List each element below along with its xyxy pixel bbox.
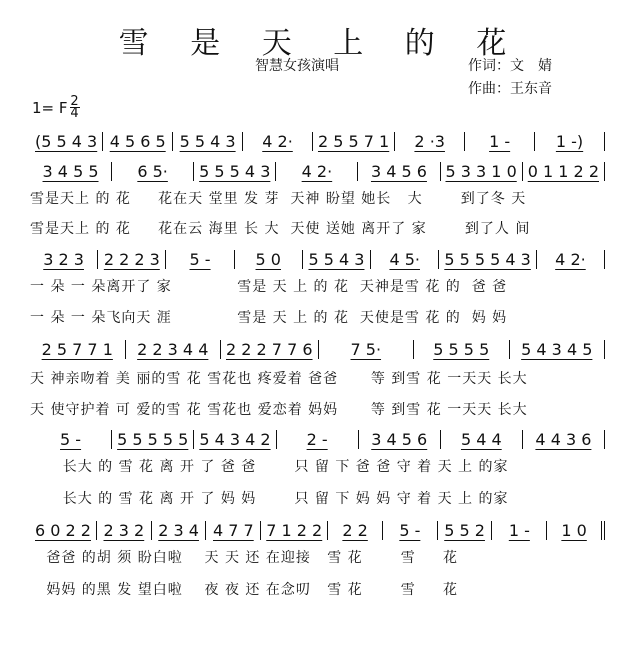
performer-credit: 智慧女孩演唱	[255, 58, 339, 74]
measure-notes: 5 4 4	[460, 430, 502, 449]
measure	[152, 521, 207, 540]
measure	[441, 430, 523, 449]
measure-notes: 3 4 5 6	[371, 430, 428, 449]
measure	[492, 521, 547, 540]
measure-notes: 4 5 6 5	[109, 132, 166, 151]
measure	[221, 340, 319, 359]
measure-notes: 5 5 4 3	[308, 250, 365, 269]
key-signature	[32, 96, 80, 119]
key-label: 1= F	[32, 98, 68, 117]
lyric-line-verse-2: 长大 的 雪 花 离 开 了 妈 妈 只 留 下 妈 妈 守 着 天 上 的家	[30, 491, 509, 507]
measure	[166, 250, 234, 269]
staff-row-notes	[30, 132, 605, 151]
lyric-line-verse-1: 天 神亲吻着 美 丽的雪 花 雪花也 疼爱着 爸爸 等 到雪 花 一天天 长大	[30, 371, 528, 387]
measure-notes: 6 0 2 2	[35, 521, 91, 540]
measure-notes: 6 5·	[137, 162, 168, 181]
lyric-line-verse-1: 一 朵 一 朵离开了 家 雪是 天 上 的 花 天神是雪 花 的 爸 爸	[30, 279, 508, 295]
measure	[112, 430, 194, 449]
measure-notes: 1 0	[561, 521, 587, 540]
measure-notes: 4 7 7	[213, 521, 254, 540]
measure	[371, 250, 439, 269]
measure	[276, 162, 358, 181]
measure-notes: 2 5 5 7 1	[317, 132, 390, 151]
measure-notes: 2 3 4	[158, 521, 199, 540]
measure	[126, 340, 222, 359]
measure-notes: 3 4 5 5	[42, 162, 99, 181]
staff-row-notes	[30, 340, 605, 359]
measure	[395, 132, 465, 151]
lyric-line-verse-2: 一 朵 一 朵飞向天 涯 雪是 天 上 的 花 天使是雪 花 的 妈 妈	[30, 310, 508, 326]
measure-notes: 7 1 2 2	[266, 521, 323, 540]
measure-notes: 3 4 5 6	[370, 162, 427, 181]
measure-notes: 4 2·	[262, 132, 293, 151]
measure	[441, 162, 523, 181]
measure	[523, 430, 605, 449]
measure	[30, 162, 112, 181]
measure	[535, 132, 605, 151]
measure-notes: 5 -	[60, 430, 82, 449]
measure-notes: 2 2	[342, 521, 368, 540]
measure	[465, 132, 535, 151]
measure-notes: 5 3 3 1 0	[445, 162, 517, 181]
lyric-line-verse-2: 雪是天上 的 花 花在云 海里 长 大 天使 送她 离开了 家 到了人 间	[30, 221, 531, 237]
measure-notes: 5 4 3 4 2	[199, 430, 271, 449]
measure-notes: 5 0	[255, 250, 281, 269]
song-title: 雪 是 天 上 的 花	[118, 26, 523, 61]
measure-notes: (5 5 4 3	[35, 132, 98, 151]
measure-notes: 1 -	[489, 132, 511, 151]
measure	[235, 250, 303, 269]
measure	[383, 521, 438, 540]
measure-notes: 5 5 5 5 4 3	[444, 250, 531, 269]
measure-notes: 2 2 2 3	[103, 250, 160, 269]
time-signature	[70, 96, 80, 119]
measure-notes: 7 5·	[350, 340, 382, 359]
measure-notes: 5 5 5 5 5	[117, 430, 189, 449]
lyric-line-verse-1: 雪是天上 的 花 花在天 堂里 发 芽 天神 盼望 她长 大 到了冬 天	[30, 191, 527, 207]
measure	[358, 162, 440, 181]
measure	[206, 521, 261, 540]
measure	[30, 132, 103, 151]
measure-notes: 1 -	[508, 521, 530, 540]
staff-row-notes	[30, 430, 605, 449]
measure	[173, 132, 243, 151]
measure	[319, 340, 415, 359]
measure	[30, 521, 97, 540]
staff-row-notes	[30, 250, 605, 269]
measure	[438, 521, 493, 540]
measure-notes: 2 -	[306, 430, 328, 449]
measure	[547, 521, 605, 540]
measure-notes: 4 4 3 6	[535, 430, 592, 449]
measure-notes: 5 -	[189, 250, 211, 269]
composer-credit: 作曲：王东音	[468, 81, 552, 97]
measure-notes: 2 2 2 7 7 6	[226, 340, 313, 359]
lyric-line-verse-1: 长大 的 雪 花 离 开 了 爸 爸 只 留 下 爸 爸 守 着 天 上 的家	[30, 459, 509, 475]
measure-notes: 5 5 4 3	[179, 132, 236, 151]
measure	[103, 132, 173, 151]
lyric-line-verse-2: 天 使守护着 可 爱的雪 花 雪花也 爱恋着 妈妈 等 到雪 花 一天天 长大	[30, 402, 528, 418]
measure-notes: 0 1 1 2 2	[527, 162, 599, 181]
time-sig-top: 2	[70, 94, 79, 109]
measure-notes: 2 ·3	[414, 132, 445, 151]
measure	[30, 340, 126, 359]
measure	[277, 430, 359, 449]
staff-row-notes	[30, 162, 605, 181]
measure-notes: 5 5 5 5	[433, 340, 490, 359]
measure	[313, 132, 395, 151]
measure-notes: 2 2 3 4 4	[137, 340, 209, 359]
measure	[194, 162, 276, 181]
measure	[98, 250, 166, 269]
measure-notes: 4 2·	[301, 162, 333, 181]
measure	[510, 340, 606, 359]
measure	[414, 340, 510, 359]
measure	[112, 162, 194, 181]
measure-notes: 3 2 3	[43, 250, 84, 269]
measure	[523, 162, 605, 181]
measure	[328, 521, 383, 540]
measure	[243, 132, 313, 151]
measure-notes: 5 5 5 4 3	[199, 162, 271, 181]
measure	[30, 430, 112, 449]
measure-notes: 1 -)	[555, 132, 584, 151]
measure	[97, 521, 152, 540]
lyric-line-verse-2: 妈妈 的黑 发 望白啦 夜 夜 还 在念叨 雪 花 雪 花	[30, 582, 459, 598]
measure-notes: 4 2·	[555, 250, 586, 269]
measure-notes: 2 5 7 7 1	[41, 340, 113, 359]
measure	[30, 250, 98, 269]
measure	[261, 521, 328, 540]
measure-notes: 5 4 3 4 5	[521, 340, 593, 359]
measure	[303, 250, 371, 269]
measure	[439, 250, 537, 269]
measure	[194, 430, 276, 449]
staff-row-notes	[30, 521, 605, 540]
measure-notes: 5 5 2	[444, 521, 485, 540]
lyric-line-verse-1: 爸爸 的胡 须 盼白啦 天 天 还 在迎接 雪 花 雪 花	[30, 550, 459, 566]
lyricist-credit: 作词：文 婧	[468, 58, 552, 74]
measure-notes: 2 3 2	[103, 521, 145, 540]
measure	[359, 430, 441, 449]
measure	[537, 250, 605, 269]
measure-notes: 5 -	[399, 521, 421, 540]
measure-notes: 4 5·	[389, 250, 420, 269]
time-sig-bottom: 4	[70, 106, 79, 121]
